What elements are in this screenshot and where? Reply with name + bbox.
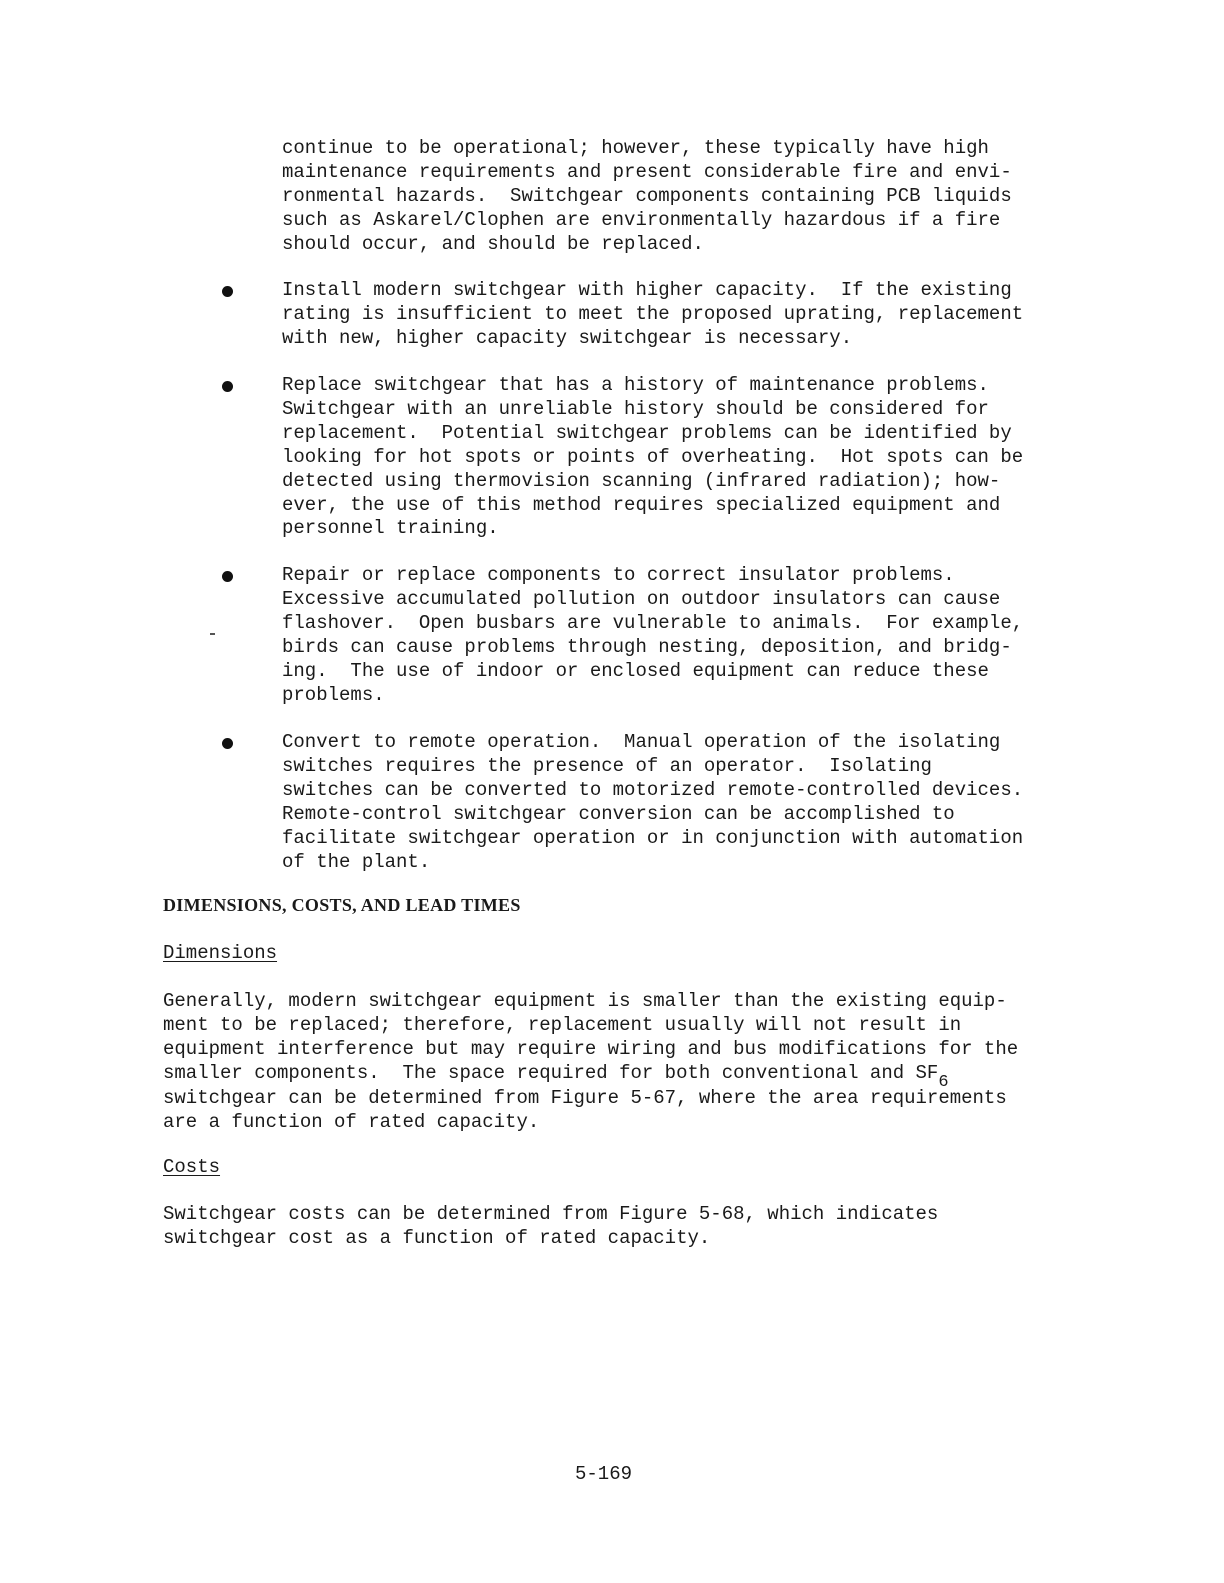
text-line: are a function of rated capacity. xyxy=(163,1110,540,1133)
text-line: Replace switchgear that has a history of maintenance problems. xyxy=(282,374,989,396)
bullet-icon xyxy=(222,738,233,749)
text-line: Switchgear costs can be determined from Figure 5-68, which indicates xyxy=(163,1203,939,1225)
text-line: switches requires the presence of an operator. Isolating xyxy=(282,754,932,777)
text-line: ment to be replaced; therefore, replacement usually will not result in xyxy=(163,1013,962,1036)
text-line: Install modern switchgear with higher capacity. If the existing xyxy=(282,279,1012,301)
bullet-icon xyxy=(222,571,233,582)
text-line: problems. xyxy=(282,683,385,706)
scan-speck xyxy=(210,633,215,635)
text-line: facilitate switchgear operation or in conjunction with automation xyxy=(282,826,1024,849)
dimensions-heading: Dimensions xyxy=(163,942,278,964)
text-line: Generally, modern switchgear equipment is smaller than the existing equip- xyxy=(163,990,1007,1012)
text-line: Excessive accumulated pollution on outdoor insulators can cause xyxy=(282,587,1001,610)
text-line: replacement. Potential switchgear problems can be identified by xyxy=(282,421,1012,444)
text-line: flashover. Open busbars are vulnerable to animals. For example, xyxy=(282,611,1024,634)
continuation-paragraph xyxy=(282,137,1012,257)
dimensions-paragraph xyxy=(163,990,1018,1134)
bullet-text xyxy=(282,564,1023,707)
text-line: detected using thermovision scanning (infrared radiation); how- xyxy=(282,469,1001,492)
page-number: 5-169 xyxy=(575,1463,633,1485)
text-line: switchgear can be determined from Figure 5-67, where the area requirements xyxy=(163,1086,1007,1109)
subscript-6: 6 xyxy=(938,1072,949,1092)
bullet-icon xyxy=(222,381,233,392)
text-line: Convert to remote operation. Manual operation of the isolating xyxy=(282,731,1001,753)
text-line: of the plant. xyxy=(282,850,431,873)
text-line: Switchgear with an unreliable history should be considered for xyxy=(282,397,989,420)
text-segment: smaller components. The space required for both conventional and SF xyxy=(163,1061,939,1084)
text-line: such as Askarel/Clophen are environmentally hazardous if a fire xyxy=(282,208,1001,231)
text-line: switchgear cost as a function of rated capacity. xyxy=(163,1226,711,1249)
bullet-text xyxy=(282,731,1023,874)
text-line: maintenance requirements and present considerable fire and envi- xyxy=(282,160,1012,183)
text-line: equipment interference but may require wiring and bus modifications for the xyxy=(163,1037,1019,1060)
text-line: Repair or replace components to correct insulator problems. xyxy=(282,564,955,586)
text-line: ing. The use of indoor or enclosed equipment can reduce these xyxy=(282,659,989,682)
text-line: birds can cause problems through nesting, deposition, and bridg- xyxy=(282,635,1012,658)
bullet-text xyxy=(282,374,1023,541)
text-line: Remote-control switchgear conversion can be accomplished to xyxy=(282,802,955,825)
text-line: ronmental hazards. Switchgear components containing PCB liquids xyxy=(282,184,1012,207)
costs-heading: Costs xyxy=(163,1156,221,1178)
text-line: rating is insufficient to meet the proposed uprating, replacement xyxy=(282,302,1024,325)
text-line: looking for hot spots or points of overheating. Hot spots can be xyxy=(282,445,1024,468)
section-heading: DIMENSIONS, COSTS, AND LEAD TIMES xyxy=(163,895,521,915)
text-line-with-subscript xyxy=(163,1061,1018,1092)
text-line: ever, the use of this method requires specialized equipment and xyxy=(282,493,1001,516)
text-line: continue to be operational; however, these typically have high xyxy=(282,137,989,159)
bullet-text xyxy=(282,279,1023,351)
text-line: personnel training. xyxy=(282,517,499,540)
bullet-icon xyxy=(222,286,233,297)
text-line: should occur, and should be replaced. xyxy=(282,232,704,255)
text-line: switches can be converted to motorized remote-controlled devices. xyxy=(282,778,1024,801)
text-line: with new, higher capacity switchgear is necessary. xyxy=(282,326,853,349)
costs-paragraph xyxy=(163,1203,938,1251)
